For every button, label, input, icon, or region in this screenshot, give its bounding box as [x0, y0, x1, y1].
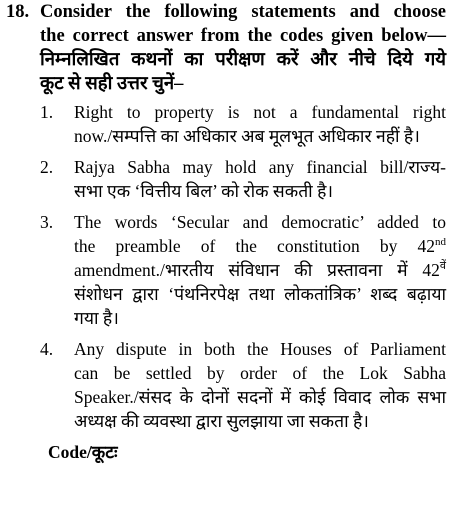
statement-line: गया है। [74, 308, 119, 328]
statement-line: Right to property is not a fundamental right [74, 102, 446, 122]
statement-line: संशोधन द्वारा ‘पंथनिरपेक्ष तथा लोकतांत्रिक’ शब्द बढ़ाया [74, 284, 446, 304]
statement-text [74, 100, 446, 148]
question-line: निम्नलिखित कथनों का परीक्षण करें और नीचे दिये गये [40, 50, 446, 70]
question-line: the correct answer from the codes given below— [40, 26, 446, 46]
statement-list [6, 100, 446, 433]
statement-number: 3. [40, 212, 54, 232]
question-line: Consider the following statements and choose [40, 2, 446, 22]
statement-line: now./सम्पत्ति का अधिकार अब मूलभूत अधिकार नहीं है। [74, 126, 420, 146]
question-line: कूट से सही उत्तर चुनें– [40, 74, 184, 94]
ordinal-suffix: nd [435, 236, 446, 249]
statement-text [74, 155, 446, 203]
statement-text [74, 210, 446, 330]
statement-number: 1. [40, 102, 54, 122]
statement-line: Speaker./संसद के दोनों सदनों में कोई विवाद लोक सभा [74, 387, 446, 407]
question-text [40, 0, 446, 96]
question-block [6, 0, 446, 464]
statement-line-text: the preamble of the constitution by 42 [74, 236, 435, 256]
question-header [6, 0, 446, 96]
statement-line-text: amendment./भारतीय संविधान की प्रस्तावना में 42 [74, 260, 440, 280]
statement-line: can be settled by order of the Lok Sabha [74, 363, 446, 383]
statement-line: सभा एक ‘वित्तीय बिल’ को रोक सकती है। [74, 181, 333, 201]
statement-item [6, 155, 446, 203]
question-number: 18. [6, 2, 30, 22]
statement-item [6, 337, 446, 433]
statement-line [74, 234, 446, 258]
statement-text [74, 337, 446, 433]
statement-item [6, 100, 446, 148]
statement-number: 4. [40, 339, 54, 359]
statement-number: 2. [40, 157, 54, 177]
statement-item [6, 210, 446, 330]
statement-line: Rajya Sabha may hold any financial bill/राज्य- [74, 157, 446, 177]
code-label: Code/कूटः [48, 442, 118, 462]
statement-line [74, 258, 446, 282]
ordinal-suffix: वें [439, 260, 446, 273]
statement-line: अध्यक्ष की व्यवस्था द्वारा सुलझाया जा सकता है। [74, 411, 369, 431]
statement-line: The words ‘Secular and democratic’ added to [74, 212, 446, 232]
statement-line: Any dispute in both the Houses of Parliament [74, 339, 446, 359]
